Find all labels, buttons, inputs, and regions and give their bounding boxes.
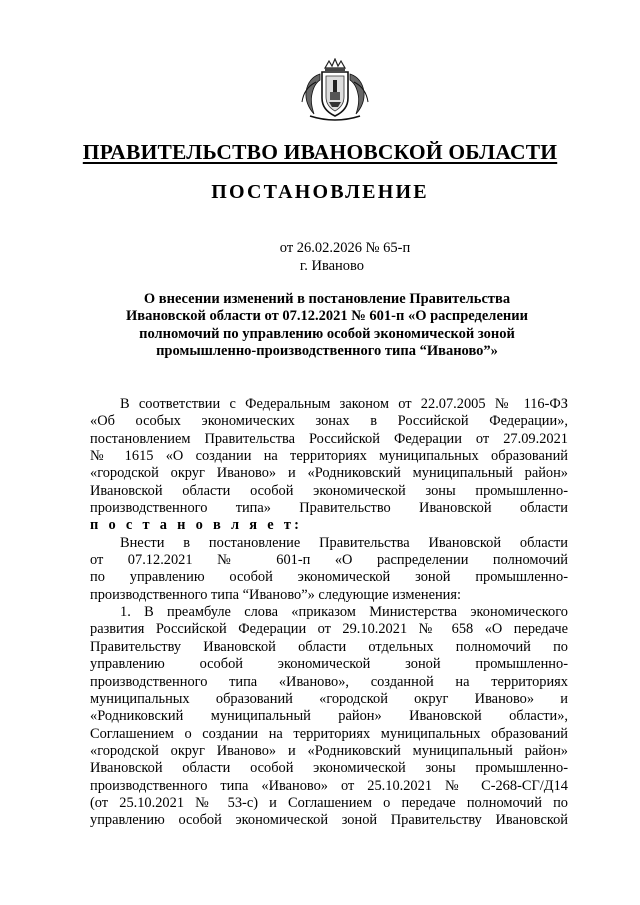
coat-of-arms-icon (296, 58, 374, 124)
heading-line: промышленно-производственного типа “Иваново”» (156, 343, 498, 360)
heading-line: О внесении изменений в постановление Правительства (143, 291, 511, 307)
document-type: ПОСТАНОВЛЕНИЕ (211, 181, 429, 203)
document-body (90, 396, 568, 830)
body-line: производственного типа “Иваново”» следующие изменения: (90, 586, 461, 603)
body-line: Правительству Ивановской области отдельных полномочий по (90, 638, 568, 655)
body-line: «Об особых экономических зонах в Российской Федерации», (90, 413, 568, 430)
document-heading (96, 291, 558, 360)
body-line: В соответствии с Федеральным законом от 22.07.2005 № 116-ФЗ (120, 396, 568, 412)
body-line: развития Российской Федерации от 29.10.2021 № 658 «О передаче (90, 621, 568, 638)
body-line: производственного типа «Иваново» от 25.10.2021 № С-268-СГ/Д14 (90, 777, 568, 794)
body-line: постановлением Правительства Российской Федерации от 27.09.2021 (90, 430, 568, 447)
body-line: управлению особой экономической зоной промышленно- (90, 656, 568, 673)
body-line: от 07.12.2021 № 601-п «О распределении полномочий (90, 552, 568, 569)
body-line: «городской округ Иваново» и «Родниковский муниципальный район» (90, 742, 568, 759)
heading-line: полномочий по управлению особой экономической зоной (139, 325, 515, 342)
body-line: производственного типа» Правительство Ивановской области (90, 500, 568, 517)
body-line: Ивановской области особой экономической зоны промышленно- (90, 760, 568, 777)
body-line: муниципальных образований «городской округ Иваново» и (90, 690, 568, 707)
body-line: производственного типа «Иваново», созданной на территориях (90, 673, 568, 690)
document-date: от 26.02.2026 № 65-п (279, 240, 411, 256)
resolves-keyword: п о с т а н о в л я е т: (90, 517, 303, 534)
body-line: № 1615 «О создании на территориях муниципальных образований (90, 448, 568, 465)
government-title: ПРАВИТЕЛЬСТВО ИВАНОВСКОЙ ОБЛАСТИ (82, 140, 558, 164)
body-line: 1. В преамбуле слова «приказом Министерства экономического (120, 604, 568, 621)
body-line: управлению особой экономической зоной Правительству Ивановской (90, 812, 568, 829)
body-line: Внести в постановление Правительства Ивановской области (120, 534, 568, 551)
body-line: по управлению особой экономической зоной промышленно- (90, 569, 568, 586)
heading-line: Ивановской области от 07.12.2021 № 601-п «О распределении (126, 308, 528, 325)
body-line: Соглашением о создании на территориях муниципальных образований (90, 725, 568, 742)
body-line: (от 25.10.2021 № 53-с) и Соглашением о передаче полномочий по (90, 794, 568, 811)
body-line: «Родниковский муниципальный район» Ивановской области», (90, 708, 568, 725)
body-line: «городской округ Иваново» и «Родниковский муниципальный район» (90, 465, 568, 482)
document-place: г. Иваново (299, 258, 365, 274)
body-line: Ивановской области особой экономической зоны промышленно- (90, 482, 568, 499)
